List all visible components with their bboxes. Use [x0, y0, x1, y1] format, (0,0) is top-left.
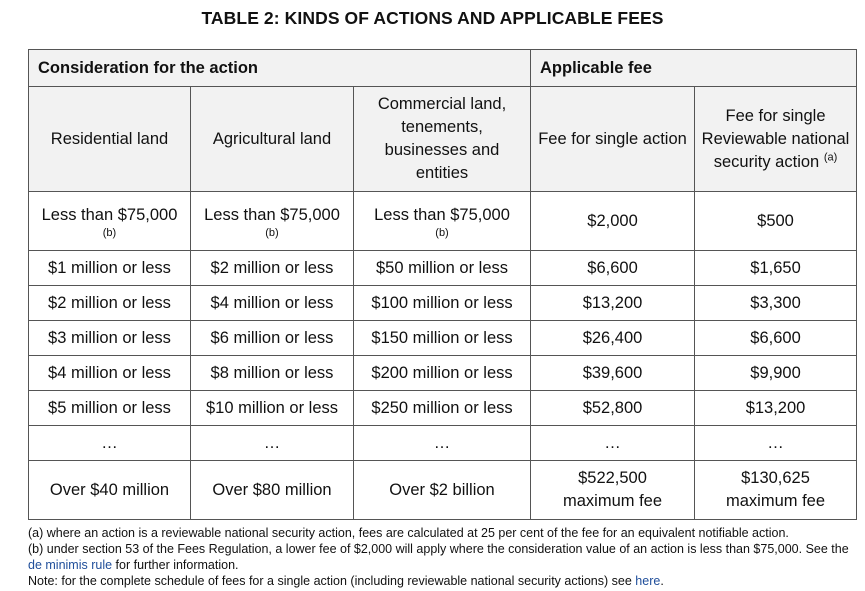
header-fee-reviewable-label: Fee for single Reviewable national security action — [701, 106, 850, 171]
footnote-note: Note: for the complete schedule of fees for a single action (including reviewable national security actions) see here. — [28, 574, 664, 588]
table-cell: $1,650 — [695, 251, 857, 286]
table-cell: … — [191, 426, 354, 461]
header-note-a: (a) — [823, 151, 838, 163]
table-cell: $10 million or less — [191, 391, 354, 426]
table-cell: $2 million or less — [29, 286, 191, 321]
table-cell: $4 million or less — [191, 286, 354, 321]
table-cell: $2 million or less — [191, 251, 354, 286]
table-row — [29, 321, 857, 356]
table-row — [29, 192, 857, 251]
table-cell: … — [29, 426, 191, 461]
header-commercial-land: Commercial land, tenements, businesses and entities — [354, 87, 531, 192]
footnote-b: (b) under section 53 of the Fees Regulation, a lower fee of $2,000 will apply where the consideration value of an action is less than $75,000. See the de minimis rule for further information. — [28, 542, 849, 572]
footnotes — [28, 525, 864, 589]
maximum-fee-label: maximum fee — [726, 492, 826, 510]
table-cell: $1 million or less — [29, 251, 191, 286]
group-consideration: Consideration for the action — [29, 50, 531, 87]
table-cell: $9,900 — [695, 356, 857, 391]
table-cell: $3,300 — [695, 286, 857, 321]
table-row — [29, 391, 857, 426]
de-minimis-rule-link[interactable]: de minimis rule — [28, 558, 113, 572]
table-row — [29, 461, 857, 520]
table-cell: Less than $75,000 (b) — [191, 192, 354, 251]
fees-table — [28, 49, 857, 520]
fee-schedule-here-link[interactable]: here — [635, 574, 661, 588]
header-agricultural-land: Agricultural land — [191, 87, 354, 192]
table-row — [29, 251, 857, 286]
table-cell: $52,800 — [531, 391, 695, 426]
table-cell: … — [531, 426, 695, 461]
table-cell: Over $2 billion — [354, 461, 531, 520]
table-cell: Less than $75,000 (b) — [354, 192, 531, 251]
table-cell: $4 million or less — [29, 356, 191, 391]
table-cell: Over $40 million — [29, 461, 191, 520]
table-cell: $13,200 — [695, 391, 857, 426]
table-row — [29, 426, 857, 461]
table-row — [29, 286, 857, 321]
table-cell: … — [695, 426, 857, 461]
table-cell: … — [354, 426, 531, 461]
table-cell: $39,600 — [531, 356, 695, 391]
maximum-fee-label: maximum fee — [563, 492, 663, 510]
table-cell: $6 million or less — [191, 321, 354, 356]
table-cell: $130,625 maximum fee — [695, 461, 857, 520]
table-cell: $100 million or less — [354, 286, 531, 321]
table-cell: $2,000 — [531, 192, 695, 251]
table-cell: $5 million or less — [29, 391, 191, 426]
note-b-marker: (b) — [265, 226, 279, 239]
table-cell: $500 — [695, 192, 857, 251]
table-title: TABLE 2: KINDS OF ACTIONS AND APPLICABLE FEES — [201, 8, 664, 28]
table-cell: $200 million or less — [354, 356, 531, 391]
table-cell: $26,400 — [531, 321, 695, 356]
table-cell: Less than $75,000 (b) — [29, 192, 191, 251]
table-cell: $6,600 — [695, 321, 857, 356]
table-cell: $8 million or less — [191, 356, 354, 391]
table-cell: $150 million or less — [354, 321, 531, 356]
group-header-row — [29, 50, 857, 87]
table-cell: $6,600 — [531, 251, 695, 286]
header-fee-reviewable-action — [695, 87, 857, 192]
note-b-marker: (b) — [435, 226, 449, 239]
table-row — [29, 356, 857, 391]
footnote-a: (a) where an action is a reviewable national security action, fees are calculated at 25 per cent of the fee for an equivalent notifiable action. — [28, 526, 789, 540]
table-cell: $250 million or less — [354, 391, 531, 426]
table-cell: $13,200 — [531, 286, 695, 321]
column-header-row — [29, 87, 857, 192]
header-residential-land: Residential land — [29, 87, 191, 192]
table-cell: $3 million or less — [29, 321, 191, 356]
table-cell: $522,500 maximum fee — [531, 461, 695, 520]
table-cell: $50 million or less — [354, 251, 531, 286]
group-applicable-fee: Applicable fee — [531, 50, 857, 87]
table-cell: Over $80 million — [191, 461, 354, 520]
note-b-marker: (b) — [102, 226, 117, 239]
header-fee-single-action: Fee for single action — [531, 87, 695, 192]
